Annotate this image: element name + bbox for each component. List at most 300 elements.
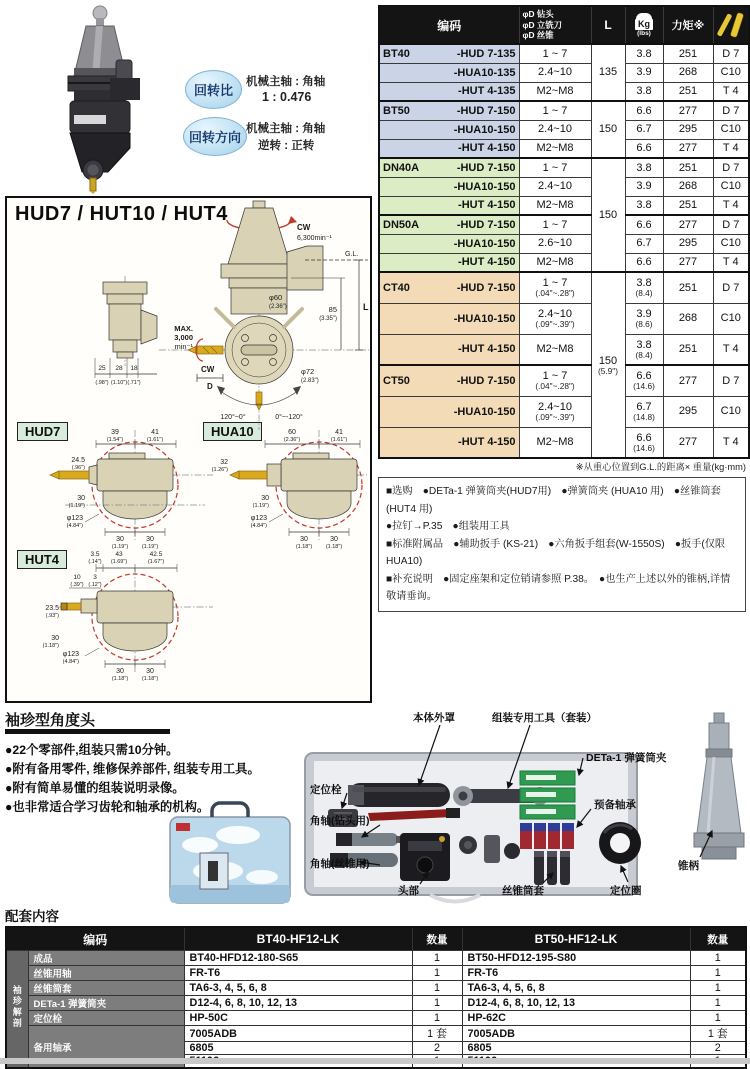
kit-bt50-model: D12-4, 6, 8, 10, 12, 13 xyxy=(462,996,690,1011)
hud7-top2: 41 xyxy=(151,429,159,436)
kit-bt50-qty: 1 xyxy=(690,981,746,996)
notes-box xyxy=(378,477,746,612)
spec-torque-value: 277 xyxy=(678,256,698,269)
spec-weight-value: 6.7 xyxy=(636,237,652,250)
spec-code-model: -HUT 4-150 xyxy=(458,343,516,356)
cutter-icons xyxy=(714,10,749,40)
hud7-bot1-inch: (1.19") xyxy=(111,544,129,550)
spec-torque-cell xyxy=(663,303,713,334)
spec-weight-value: 3.8 xyxy=(636,338,652,351)
spec-dia-value: M2~M8 xyxy=(536,343,574,356)
spec-type-value: D 7 xyxy=(722,218,740,231)
spec-type-cell xyxy=(713,334,749,365)
kit-bt40-model: BT40-HFD12-180-S65 xyxy=(184,951,412,966)
spec-table-row xyxy=(379,253,749,272)
spec-dia-cell xyxy=(519,396,591,427)
spec-weight-value: 6.6 xyxy=(636,218,652,231)
spec-weight-cell xyxy=(625,365,663,396)
spec-type-value: T 4 xyxy=(722,256,739,269)
spec-type-cell xyxy=(713,82,749,101)
spec-dia-value: M2~M8 xyxy=(536,199,574,212)
spec-torque-value: 251 xyxy=(678,85,698,98)
spec-header-dia-endmill: φD 立铣刀 xyxy=(522,19,562,30)
hua10-top1-inch: (2.36") xyxy=(283,437,301,443)
kit-bt40-qty: 1 xyxy=(412,966,462,981)
note-optional-2: ●拉钉→P.35 ●组装用工具 xyxy=(386,521,510,533)
kit-bt50-qty: 1 xyxy=(690,966,746,981)
spec-weight-cell xyxy=(625,158,663,177)
dia60-inch-label: (2.36") xyxy=(269,304,287,310)
spec-dia-cell xyxy=(519,303,591,334)
hud7-left1: 24.5 xyxy=(71,457,85,464)
kit-contents-table xyxy=(5,926,747,1069)
direction-line1: 机械主轴 : 角轴 xyxy=(246,123,326,135)
kit-bt50-model: 6805 xyxy=(462,1042,690,1055)
page-bottom-divider xyxy=(0,1058,750,1064)
spec-weight-cell xyxy=(625,101,663,120)
spec-weight-cell xyxy=(625,253,663,272)
spec-code-cell xyxy=(379,272,519,303)
pocket-bullet-1: ●22个零部件,组装只需10分钟。 xyxy=(5,743,179,757)
spec-header-torque: 力矩※ xyxy=(663,6,713,44)
hua10-top1: 60 xyxy=(288,429,296,436)
spec-type-cell xyxy=(713,427,749,458)
spec-code-prefix: DN50A xyxy=(383,218,420,231)
kit-bt50-model: FR-T6 xyxy=(462,966,690,981)
spec-table-row xyxy=(379,101,749,120)
dimension-drawings xyxy=(7,198,370,701)
spec-type-value: D 7 xyxy=(722,281,740,294)
hut4-left2-inch: (1.18") xyxy=(42,643,59,649)
spec-dia-value: 2.4~10 xyxy=(538,123,572,136)
kit-item-label: 成品 xyxy=(28,951,184,966)
hud7-left1-inch: (.96") xyxy=(71,465,85,471)
side-dim-25: 25 xyxy=(98,365,106,372)
spec-dia-cell xyxy=(519,215,591,234)
spec-code-cell xyxy=(379,365,519,396)
spec-dia-value: 1 ~ 7 xyxy=(542,104,568,117)
spec-length-cell xyxy=(591,44,625,101)
spec-weight-cell xyxy=(625,272,663,303)
spec-type-cell xyxy=(713,158,749,177)
spec-weight-value: 3.8 xyxy=(636,161,652,174)
spec-torque-value: 251 xyxy=(678,343,698,356)
callout-body-cover: 本体外罩 xyxy=(413,712,455,724)
kit-header-bt50: BT50-HF12-LK xyxy=(462,927,690,951)
spec-length-value: 150 xyxy=(598,123,618,136)
spec-type-cell xyxy=(713,120,749,139)
spec-header-length: L xyxy=(591,6,625,44)
spec-torque-value: 268 xyxy=(678,66,698,79)
hua10-chip: HUA10 xyxy=(203,422,262,441)
spec-weight-cell xyxy=(625,82,663,101)
spec-weight-cell xyxy=(625,334,663,365)
rotation-direction-label: 回转方向 xyxy=(188,130,241,145)
spec-weight-value: 6.6 xyxy=(636,104,652,117)
spec-table-row xyxy=(379,427,749,458)
kit-side-label-text: 袖珍解剖 xyxy=(11,984,22,1029)
spec-code-model: -HUA10-150 xyxy=(453,123,516,136)
spec-type-cell xyxy=(713,396,749,427)
spec-dia-cell xyxy=(519,234,591,253)
hud7-dia: φ123 xyxy=(66,515,83,522)
spec-torque-cell xyxy=(663,334,713,365)
hut4-chip: HUT4 xyxy=(17,550,67,569)
spec-header-dia xyxy=(519,6,591,44)
spec-dia-value: M2~M8 xyxy=(536,85,574,98)
spec-type-cell xyxy=(713,177,749,196)
spec-torque-cell xyxy=(663,63,713,82)
hut4-bot1-inch: (1.18") xyxy=(111,676,129,682)
hua10-dia: φ123 xyxy=(250,515,267,522)
spec-type-value: T 4 xyxy=(722,142,739,155)
hud7-top1-inch: (1.54") xyxy=(106,437,124,443)
spec-code-model: -HUA10-150 xyxy=(453,237,516,250)
callout-collet: DETa-1 弹簧筒夹 xyxy=(586,752,667,764)
spec-code-cell xyxy=(379,196,519,215)
hut4-top0: 3.5 xyxy=(90,551,100,558)
kit-bt50-qty: 1 xyxy=(690,996,746,1011)
spec-weight-lbs: (14.6) xyxy=(633,442,655,453)
spec-torque-cell xyxy=(663,177,713,196)
spec-header-code: 编码 xyxy=(379,6,519,44)
hua10-bot2: 30 xyxy=(330,536,338,543)
spec-weight-value: 6.6 xyxy=(636,431,652,444)
spec-table-row xyxy=(379,234,749,253)
hut4-dia-inch: (4.84") xyxy=(62,659,79,665)
spec-code-prefix: CT40 xyxy=(383,281,410,294)
weight-icon-lbs: (lbs) xyxy=(637,29,651,37)
spec-dia-value: 2.4~10 xyxy=(538,308,572,321)
spec-type-value: D 7 xyxy=(722,104,740,117)
callout-tap-shaft: 角轴(丝锥用) xyxy=(310,858,370,870)
spec-code-cell xyxy=(379,334,519,365)
spec-type-value: C10 xyxy=(720,66,741,79)
hud7-left2-inch: (1.19") xyxy=(68,503,85,509)
spec-dia-inch: (.04"~.28") xyxy=(535,381,575,392)
spec-code-prefix: CT50 xyxy=(383,374,410,387)
spec-header-type xyxy=(713,6,749,44)
ratio-line1: 机械主轴 : 角轴 xyxy=(246,76,326,88)
spec-torque-cell xyxy=(663,158,713,177)
hua10-bot1: 30 xyxy=(300,536,308,543)
spec-type-value: C10 xyxy=(720,123,741,136)
hut4-sub1: 10 xyxy=(73,574,81,581)
kit-bt50-qty: 1 xyxy=(690,951,746,966)
spec-type-cell xyxy=(713,365,749,396)
spec-weight-cell xyxy=(625,303,663,334)
spec-code-model: -HUD 7-150 xyxy=(456,161,516,174)
swivel-left-label: 120°~0° xyxy=(220,414,246,421)
spec-torque-cell xyxy=(663,196,713,215)
dia72-inch-label: (2.83") xyxy=(301,378,319,384)
spec-weight-value: 3.8 xyxy=(636,85,652,98)
spec-code-model: -HUD 7-150 xyxy=(456,281,516,294)
spec-torque-value: 277 xyxy=(678,436,698,449)
hut4-left2: 30 xyxy=(51,635,59,642)
spec-code-cell xyxy=(379,82,519,101)
hud7-top2-inch: (1.61") xyxy=(146,437,164,443)
kit-header-row xyxy=(6,927,746,951)
spec-torque-value: 295 xyxy=(678,123,698,136)
spec-weight-value: 6.6 xyxy=(636,256,652,269)
spec-weight-cell xyxy=(625,196,663,215)
spec-code-cell xyxy=(379,177,519,196)
spec-table-row xyxy=(379,365,749,396)
spec-type-value: D 7 xyxy=(722,161,740,174)
kit-bt40-model: 7005ADB xyxy=(184,1026,412,1042)
spec-weight-value: 6.7 xyxy=(636,401,652,414)
kit-bt40-qty: 1 xyxy=(412,996,462,1011)
hut4-top0-inch: (.14") xyxy=(88,559,102,565)
spec-weight-cell xyxy=(625,215,663,234)
spec-table-row xyxy=(379,177,749,196)
spec-weight-value: 3.8 xyxy=(636,47,652,60)
callout-tap-sleeve: 丝锥筒套 xyxy=(502,885,544,897)
spec-torque-value: 251 xyxy=(678,47,698,60)
spec-code-model: -HUA10-150 xyxy=(453,180,516,193)
hua10-left2: 30 xyxy=(261,495,269,502)
kit-item-label: 定位栓 xyxy=(28,1011,184,1026)
kit-side-label xyxy=(6,951,28,1069)
spec-code-prefix: BT40 xyxy=(383,47,410,60)
kit-bt50-qty: 1 xyxy=(690,1011,746,1026)
hut4-left1: 23.5 xyxy=(45,605,59,612)
dimension-drawing-panel xyxy=(5,196,372,703)
kit-bt50-model: TA6-3, 4, 5, 6, 8 xyxy=(462,981,690,996)
kit-item-label: 丝锥用轴 xyxy=(28,966,184,981)
spec-weight-cell xyxy=(625,139,663,158)
spec-code-cell xyxy=(379,101,519,120)
d-dim-label: D xyxy=(207,382,213,391)
pocket-bullet-2: ●附有备用零件, 维修保养部件, 组装专用工具。 xyxy=(5,762,260,776)
spec-weight-cell xyxy=(625,177,663,196)
hud7-dia-inch: (4.84") xyxy=(66,523,83,529)
note-standard-accessories: ■标准附属品 ●辅助扳手 (KS-21) ●六角扳手组套(W-1550S) ●扳手(仅限HUA10) xyxy=(386,538,726,568)
note-supplementary: ■补充说明 ●固定座架和定位销请参照 P.38。 ●也生产上述以外的锥柄,详情敬请垂询。 xyxy=(386,573,731,603)
side-dim-18-inch: (.71") xyxy=(127,380,141,386)
hut4-bot2: 30 xyxy=(146,668,154,675)
swivel-right-label: 0°~-120° xyxy=(275,414,303,421)
spec-dia-value: 2.6~10 xyxy=(538,237,572,250)
spec-torque-value: 277 xyxy=(678,142,698,155)
spec-table-row xyxy=(379,396,749,427)
spec-header-row xyxy=(379,6,749,44)
ratio-line2: 1 : 0.476 xyxy=(262,90,312,104)
pocket-bullet-4: ●也非常适合学习齿轮和轴承的机构。 xyxy=(5,800,210,814)
spec-dia-value: 2.4~10 xyxy=(538,401,572,414)
spec-weight-cell xyxy=(625,234,663,253)
spec-code-cell xyxy=(379,234,519,253)
side-dim-28-inch: (1.10") xyxy=(110,380,128,386)
spec-weight-lbs: (14.6) xyxy=(633,381,655,392)
rotation-ratio-label: 回转比 xyxy=(193,83,233,98)
kit-item-label: DETa-1 弹簧筒夹 xyxy=(28,996,184,1011)
hut4-bot1: 30 xyxy=(116,668,124,675)
spec-code-model: -HUA10-150 xyxy=(453,405,516,418)
length-dim-label: L xyxy=(363,302,369,312)
hua10-left2-inch: (1.19") xyxy=(252,503,269,509)
spec-header-dia-drill: φD 钻头 xyxy=(522,9,554,20)
spec-dia-inch: (.09"~.39") xyxy=(535,412,575,423)
spec-weight-lbs: (8.4) xyxy=(635,288,653,299)
spec-code-model: -HUT 4-150 xyxy=(458,142,516,155)
spec-code-cell xyxy=(379,396,519,427)
spec-code-model: -HUD 7-135 xyxy=(456,47,516,60)
max-unit-label: min⁻¹ xyxy=(174,342,193,351)
kit-table-row xyxy=(6,981,746,996)
spec-dia-cell xyxy=(519,44,591,63)
spec-dia-cell xyxy=(519,120,591,139)
spec-code-prefix: BT50 xyxy=(383,104,410,117)
hua10-left1: 32 xyxy=(220,459,228,466)
kit-table-row xyxy=(6,996,746,1011)
spec-dia-cell xyxy=(519,272,591,303)
spec-torque-cell xyxy=(663,427,713,458)
spec-type-value: T 4 xyxy=(722,199,739,212)
spec-table-row xyxy=(379,196,749,215)
spec-length-cell xyxy=(591,101,625,158)
callout-drill-shaft: 角轴(钻头用) xyxy=(310,815,370,827)
spec-type-cell xyxy=(713,303,749,334)
dim85-label: 85 xyxy=(328,305,337,314)
spec-code-cell xyxy=(379,120,519,139)
spec-dia-cell xyxy=(519,365,591,396)
spec-type-cell xyxy=(713,234,749,253)
spec-type-value: C10 xyxy=(720,237,741,250)
spec-table-row xyxy=(379,139,749,158)
hua10-dia-inch: (4.84") xyxy=(250,523,267,529)
callout-positioning-ring: 定位圈 xyxy=(610,885,642,897)
spec-code-model: -HUD 7-150 xyxy=(456,374,516,387)
spec-dia-cell xyxy=(519,334,591,365)
spec-torque-cell xyxy=(663,139,713,158)
gl-label: G.L. xyxy=(345,251,359,258)
spec-table-row xyxy=(379,215,749,234)
spec-type-value: C10 xyxy=(720,405,741,418)
spec-torque-value: 277 xyxy=(678,374,698,387)
pocket-bullet-3: ●附有简单易懂的组装说明录像。 xyxy=(5,781,185,795)
hud7-top1: 39 xyxy=(111,429,119,436)
max-label: MAX. xyxy=(174,324,193,333)
hud7-bot2: 30 xyxy=(146,536,154,543)
weight-icon-kg: Kg xyxy=(635,19,653,30)
spec-torque-value: 277 xyxy=(678,218,698,231)
spec-torque-cell xyxy=(663,365,713,396)
spec-code-model: -HUA10-150 xyxy=(453,312,516,325)
spec-code-cell xyxy=(379,427,519,458)
spec-dia-value: M2~M8 xyxy=(536,256,574,269)
spec-weight-value: 6.6 xyxy=(636,142,652,155)
spec-torque-value: 251 xyxy=(678,199,698,212)
spec-torque-cell xyxy=(663,272,713,303)
spec-header-weight xyxy=(625,6,663,44)
callout-taper-shank: 锥柄 xyxy=(678,860,699,872)
spec-weight-lbs: (8.4) xyxy=(635,349,653,360)
kit-photo-scene xyxy=(0,705,750,910)
spec-dia-value: 1 ~ 7 xyxy=(542,47,568,60)
kit-bt50-qty: 1 套 xyxy=(690,1026,746,1042)
spec-type-value: T 4 xyxy=(722,85,739,98)
spec-torque-value: 251 xyxy=(678,161,698,174)
kit-bt40-qty: 1 xyxy=(412,1011,462,1026)
spec-code-cell xyxy=(379,63,519,82)
spec-torque-value: 277 xyxy=(678,104,698,117)
spec-dia-cell xyxy=(519,101,591,120)
spec-weight-cell xyxy=(625,63,663,82)
kit-bt40-model: HP-50C xyxy=(184,1011,412,1026)
callout-assembly-tools: 组装专用工具（套装） xyxy=(492,712,597,724)
spec-torque-value: 268 xyxy=(678,180,698,193)
dia60-label: φ60 xyxy=(269,293,283,302)
spec-weight-value: 3.9 xyxy=(636,180,652,193)
spec-type-cell xyxy=(713,101,749,120)
hut4-left1-inch: (.93") xyxy=(45,613,59,619)
spec-type-cell xyxy=(713,215,749,234)
spec-type-cell xyxy=(713,196,749,215)
kit-table-row xyxy=(6,1011,746,1026)
spec-dia-value: 1 ~ 7 xyxy=(542,218,568,231)
kit-header-qty1: 数量 xyxy=(412,927,462,951)
rotation-direction-badge xyxy=(183,117,247,156)
pocket-section-title: 袖珍型角度头 xyxy=(5,712,96,729)
kit-table-row xyxy=(6,951,746,966)
spec-weight-value: 3.8 xyxy=(636,277,652,290)
spec-torque-cell xyxy=(663,396,713,427)
hua10-bot2-inch: (1.18") xyxy=(325,544,343,550)
kit-bt50-qty: 2 xyxy=(690,1042,746,1055)
spec-weight-value: 3.9 xyxy=(636,66,652,79)
spec-dia-value: M2~M8 xyxy=(536,436,574,449)
spec-code-model: -HUD 7-150 xyxy=(456,218,516,231)
spec-code-model: -HUT 4-150 xyxy=(458,256,516,269)
spec-dia-inch: (.09"~.39") xyxy=(535,319,575,330)
hut4-top2-inch: (1.67") xyxy=(147,559,165,565)
spec-type-cell xyxy=(713,44,749,63)
spec-torque-value: 268 xyxy=(678,312,698,325)
spec-torque-cell xyxy=(663,44,713,63)
spec-table-row xyxy=(379,63,749,82)
drawing-title: HUD7 / HUT10 / HUT4 xyxy=(15,203,228,225)
spec-torque-cell xyxy=(663,234,713,253)
weight-icon-dome xyxy=(636,13,652,19)
spec-dia-value: 2.4~10 xyxy=(538,66,572,79)
spec-weight-value: 6.7 xyxy=(636,123,652,136)
spec-code-model: -HUT 4-135 xyxy=(458,85,516,98)
kit-header-qty2: 数量 xyxy=(690,927,746,951)
max-rpm-label: 3,000 xyxy=(174,333,193,342)
kit-bt40-qty: 1 xyxy=(412,981,462,996)
hud7-bot2-inch: (1.19") xyxy=(141,544,159,550)
spec-code-cell xyxy=(379,303,519,334)
kit-item-label: 备用轴承 xyxy=(28,1026,184,1069)
kit-table-row xyxy=(6,1026,746,1042)
hut4-sub1-inch: (.39") xyxy=(70,582,84,588)
hut4-dia: φ123 xyxy=(62,651,79,658)
kit-bt40-model: TA6-3, 4, 5, 6, 8 xyxy=(184,981,412,996)
hut4-top1: 43 xyxy=(115,551,123,558)
dia72-label: φ72 xyxy=(301,367,315,376)
kit-bt40-qty: 1 xyxy=(412,951,462,966)
spec-code-cell xyxy=(379,158,519,177)
spec-type-cell xyxy=(713,253,749,272)
spec-torque-value: 251 xyxy=(678,281,698,294)
hud7-chip: HUD7 xyxy=(17,422,68,441)
spec-weight-cell xyxy=(625,396,663,427)
spec-code-cell xyxy=(379,44,519,63)
spec-type-value: C10 xyxy=(720,312,741,325)
spec-code-cell xyxy=(379,139,519,158)
